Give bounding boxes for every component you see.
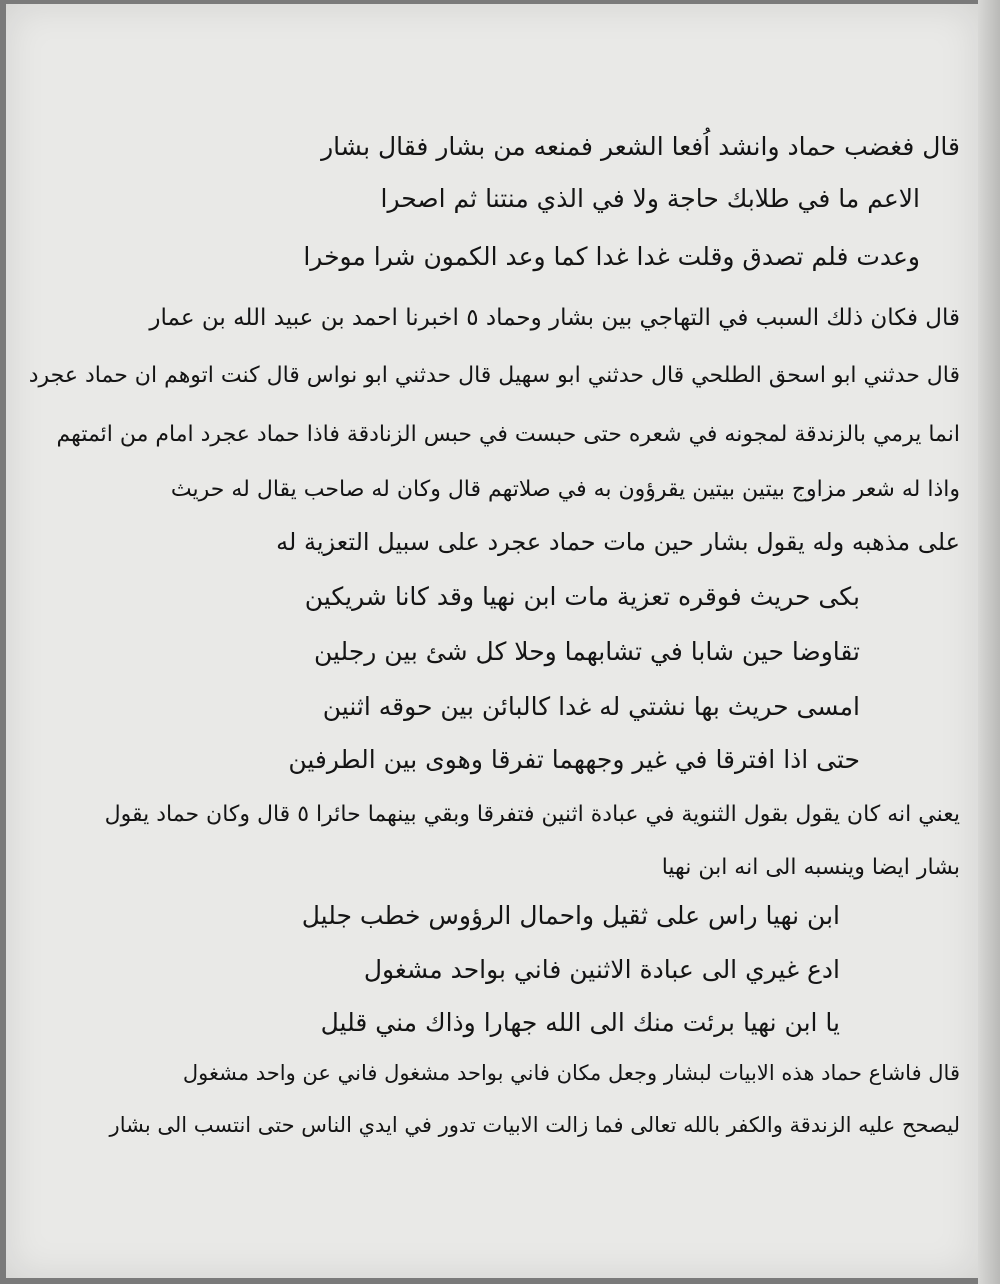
page-edge bbox=[978, 0, 1000, 1284]
verse-line-9: يا ابن نهيا برئت منك الى الله جهارا وذاك مني قليل bbox=[320, 1008, 840, 1037]
text-line-4: انما يرمي بالزندقة لمجونه في شعره حتى حبست في حبس الزنادقة فاذا حماد عجرد امام من ائمتهم bbox=[56, 422, 960, 447]
text-line-2: قال فكان ذلك السبب في التهاجي بين بشار وحماد ٥ اخبرنا احمد بن عبيد الله بن عمار bbox=[149, 305, 960, 331]
verse-line-8: ادع غيري الى عبادة الاثنين فاني بواحد مشغول bbox=[363, 955, 840, 984]
text-line-1: قال فغضب حماد وانشد اُفعا الشعر فمنعه من بشار فقال بشار bbox=[321, 132, 960, 161]
text-line-9: قال فاشاع حماد هذه الابيات لبشار وجعل مكان فاني بواحد مشغول فاني عن واحد مشغول bbox=[182, 1061, 960, 1085]
verse-line-2: وعدت فلم تصدق وقلت غدا غدا كما وعد الكمون شرا موخرا bbox=[303, 242, 920, 271]
text-line-5: واذا له شعر مزاوج بيتين بيتين يقرؤون به في صلاتهم قال وكان له صاحب يقال له حريث bbox=[170, 477, 960, 502]
text-line-6: على مذهبه وله يقول بشار حين مات حماد عجرد على سبيل التعزية له bbox=[276, 528, 960, 556]
verse-line-4: تقاوضا حين شابا في تشابهما وحلا كل شئ بين رجلين bbox=[313, 637, 860, 666]
verse-line-7: ابن نهيا راس على ثقيل واحمال الرؤوس خطب جليل bbox=[301, 901, 840, 930]
text-line-3: قال حدثني ابو اسحق الطلحي قال حدثني ابو سهيل قال حدثني ابو نواس قال كنت اتوهم ان حماد عجرد bbox=[28, 363, 960, 388]
text-line-10: ليصحح عليه الزندقة والكفر بالله تعالى فما زالت الابيات تدور في ايدي الناس حتى انتسب الى بشار bbox=[109, 1113, 960, 1137]
verse-line-6: حتى اذا افترقا في غير وجههما تفرقا وهوى بين الطرفين bbox=[288, 745, 860, 774]
verse-line-1: الاعم ما في طلابك حاجة ولا في الذي منتنا ثم اصحرا bbox=[380, 184, 920, 213]
text-line-7: يعني انه كان يقول بقول الثنوية في عبادة اثنين فتفرقا وبقي بينهما حائرا ٥ قال وكان حماد يقول bbox=[104, 802, 960, 827]
verse-line-5: امسى حريث بها نشتي له غدا كالبائن بين حوقه اثنين bbox=[322, 692, 860, 721]
verse-line-3: بكى حريث فوقره تعزية مات ابن نهيا وقد كانا شريكين bbox=[304, 582, 860, 611]
text-line-8: بشار ايضا وينسبه الى انه ابن نهيا bbox=[661, 855, 960, 880]
